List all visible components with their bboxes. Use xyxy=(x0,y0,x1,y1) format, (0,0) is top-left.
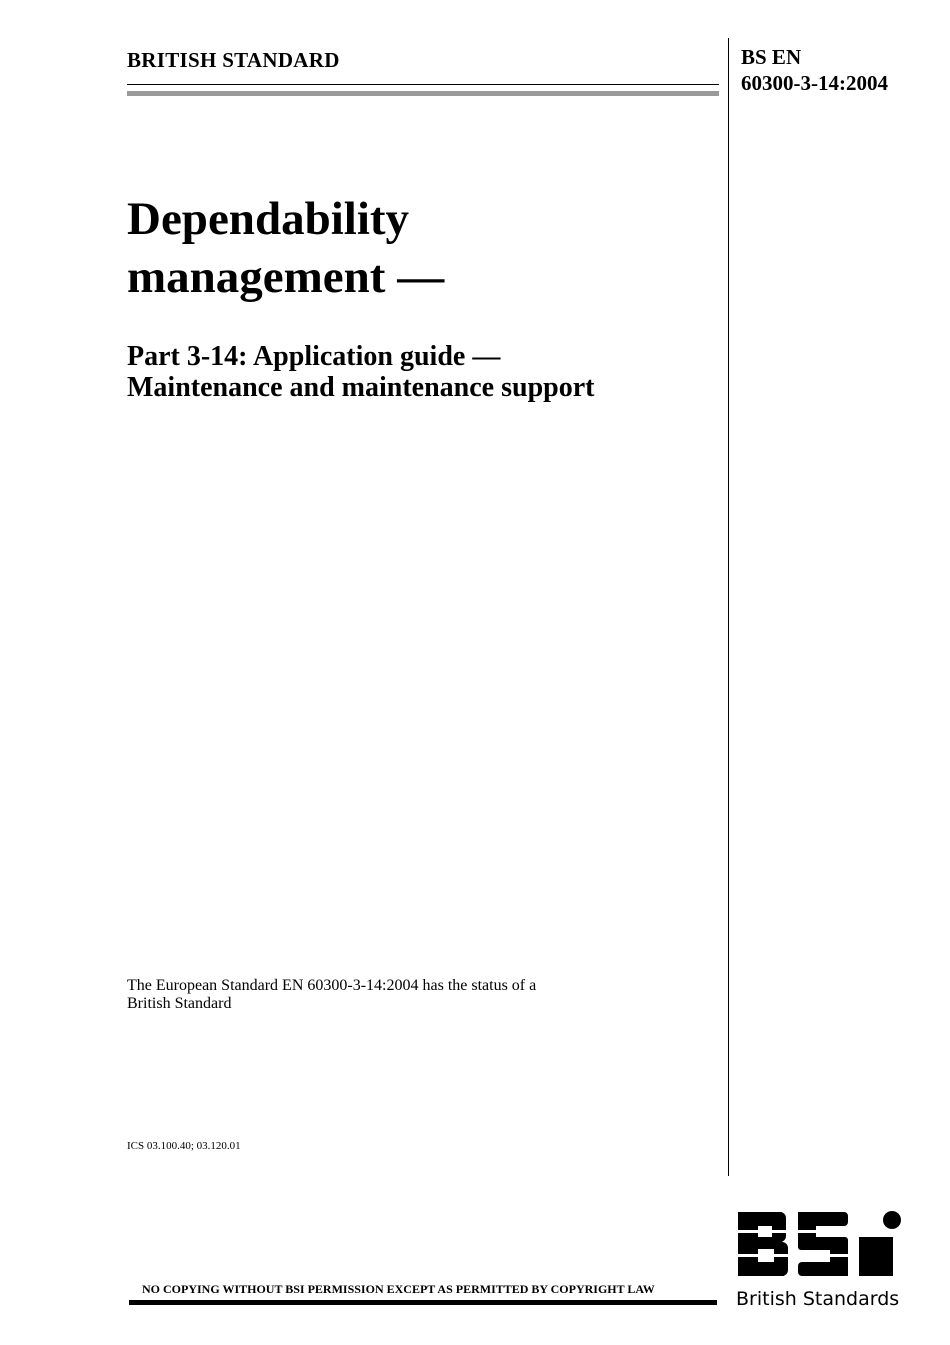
document-subtitle xyxy=(127,341,727,403)
header-rule-thin xyxy=(127,84,719,85)
status-statement xyxy=(127,977,687,1013)
doc-id-line-1: BS EN xyxy=(741,45,802,69)
title-line-2: management — xyxy=(127,251,445,303)
vertical-divider xyxy=(728,38,729,1176)
document-title xyxy=(127,190,717,306)
footer-rule xyxy=(129,1300,717,1305)
doc-id-line-2: 60300-3-14:2004 xyxy=(741,71,888,95)
header-label: BRITISH STANDARD xyxy=(127,48,340,72)
document-identifier xyxy=(741,44,941,96)
ics-code: ICS 03.100.40; 03.120.01 xyxy=(127,1140,241,1152)
bsi-logo-mark xyxy=(736,1208,906,1288)
logo-caption: British Standards xyxy=(736,1288,900,1310)
title-line-1: Dependability xyxy=(127,193,410,245)
bsi-logo xyxy=(736,1208,906,1313)
subtitle-line-1: Part 3-14: Application guide — xyxy=(127,341,501,372)
copyright-notice: NO COPYING WITHOUT BSI PERMISSION EXCEPT AS PERMITTED BY COPYRIGHT LAW xyxy=(142,1282,655,1296)
status-line-2: British Standard xyxy=(127,995,232,1012)
header-rule-thick xyxy=(127,91,719,96)
subtitle-line-2: Maintenance and maintenance support xyxy=(127,372,595,403)
status-line-1: The European Standard EN 60300-3-14:2004 has the status of a xyxy=(127,977,537,994)
